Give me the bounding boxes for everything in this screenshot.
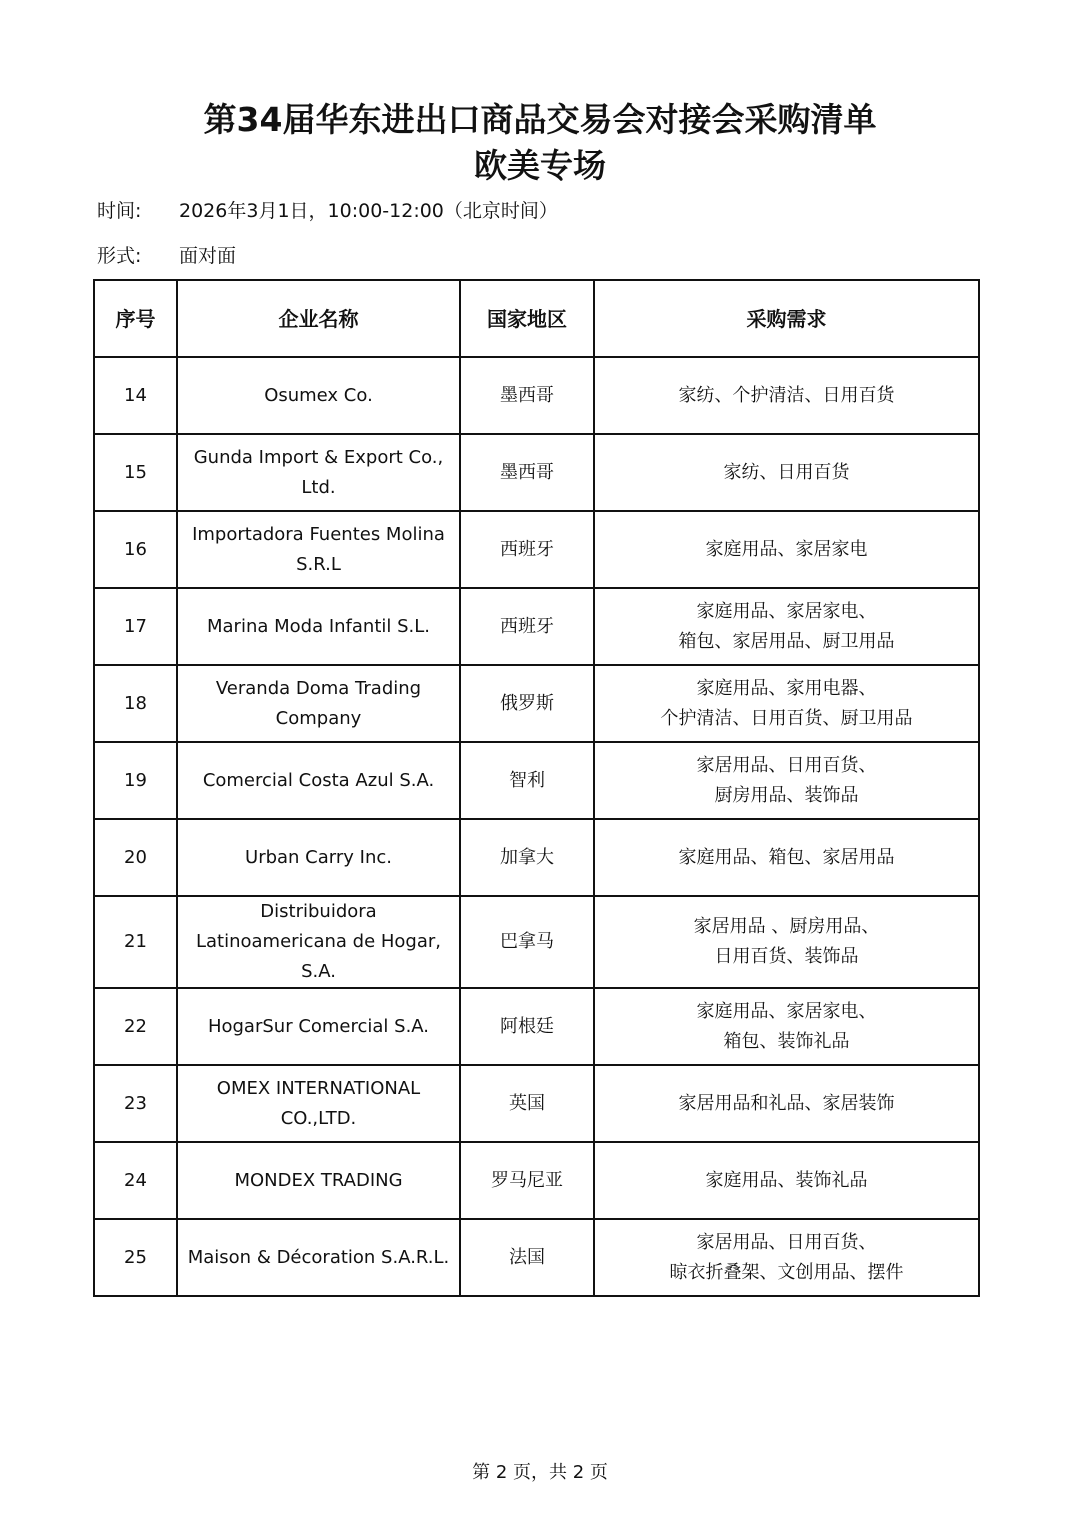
cell-need bbox=[594, 988, 979, 1065]
cell-need bbox=[594, 1142, 979, 1219]
cell-no: 23 bbox=[94, 1065, 177, 1142]
table-row bbox=[94, 511, 979, 588]
page-title: 第34届华东进出口商品交易会对接会采购清单 bbox=[203, 100, 877, 139]
cell-country: 智利 bbox=[460, 742, 594, 819]
table-row bbox=[94, 896, 979, 988]
table-row bbox=[94, 665, 979, 742]
cell-no: 25 bbox=[94, 1219, 177, 1296]
cell-company: Maison & Décoration S.A.R.L. bbox=[177, 1219, 460, 1296]
cell-no: 18 bbox=[94, 665, 177, 742]
need-line-1: 家纺、日用百货 bbox=[723, 461, 850, 483]
need-line-1: 家庭用品、家居家电 bbox=[705, 538, 868, 560]
cell-country: 法国 bbox=[460, 1219, 594, 1296]
cell-country: 西班牙 bbox=[460, 588, 594, 665]
cell-company: OMEX INTERNATIONAL CO.,LTD. bbox=[177, 1065, 460, 1142]
need-line-1: 家纺、个护清洁、日用百货 bbox=[678, 384, 895, 406]
cell-company: Gunda Import & Export Co., Ltd. bbox=[177, 434, 460, 511]
cell-company: MONDEX TRADING bbox=[177, 1142, 460, 1219]
need-line-2: 箱包、家居用品、厨卫用品 bbox=[678, 630, 895, 652]
need-line-2: 厨房用品、装饰品 bbox=[714, 784, 859, 806]
table-row bbox=[94, 819, 979, 896]
table-row bbox=[94, 1219, 979, 1296]
cell-country: 墨西哥 bbox=[460, 434, 594, 511]
procurement-table bbox=[93, 279, 980, 1297]
cell-no: 17 bbox=[94, 588, 177, 665]
cell-no: 16 bbox=[94, 511, 177, 588]
cell-need bbox=[594, 665, 979, 742]
cell-no: 14 bbox=[94, 357, 177, 434]
cell-country: 英国 bbox=[460, 1065, 594, 1142]
time-value: 2026年3月1日，10:00-12:00（北京时间） bbox=[179, 200, 558, 222]
form-label: 形式: bbox=[97, 245, 142, 267]
cell-need bbox=[594, 742, 979, 819]
need-line-1: 家庭用品、家居家电、 bbox=[696, 600, 877, 622]
need-line-1: 家庭用品、箱包、家居用品 bbox=[678, 846, 895, 868]
cell-company: HogarSur Comercial S.A. bbox=[177, 988, 460, 1065]
need-line-1: 家居用品和礼品、家居装饰 bbox=[678, 1092, 895, 1114]
table-row bbox=[94, 1142, 979, 1219]
page-footer: 第 2 页，共 2 页 bbox=[472, 1462, 608, 1483]
need-line-1: 家庭用品、家用电器、 bbox=[696, 677, 877, 699]
table-row bbox=[94, 588, 979, 665]
cell-country: 巴拿马 bbox=[460, 896, 594, 988]
need-line-2: 晾衣折叠架、文创用品、摆件 bbox=[669, 1261, 904, 1283]
table-row bbox=[94, 988, 979, 1065]
page-subtitle: 欧美专场 bbox=[474, 146, 606, 185]
need-line-2: 个护清洁、日用百货、厨卫用品 bbox=[660, 707, 913, 729]
cell-need bbox=[594, 1219, 979, 1296]
cell-need bbox=[594, 511, 979, 588]
cell-country: 罗马尼亚 bbox=[460, 1142, 594, 1219]
header-country: 国家地区 bbox=[460, 280, 594, 357]
need-line-2: 箱包、装饰礼品 bbox=[723, 1030, 850, 1052]
cell-country: 阿根廷 bbox=[460, 988, 594, 1065]
time-row bbox=[97, 197, 558, 225]
cell-company: Distribuidora Latinoamericana de Hogar, S.A. bbox=[177, 896, 460, 988]
need-line-1: 家居用品、日用百货、 bbox=[696, 1231, 877, 1253]
need-line-1: 家居用品 、厨房用品、 bbox=[693, 916, 880, 937]
cell-no: 21 bbox=[94, 896, 177, 988]
table-row bbox=[94, 357, 979, 434]
cell-no: 22 bbox=[94, 988, 177, 1065]
need-line-1: 家庭用品、装饰礼品 bbox=[705, 1169, 868, 1191]
cell-company: Importadora Fuentes Molina S.R.L bbox=[177, 511, 460, 588]
table-row bbox=[94, 434, 979, 511]
cell-no: 15 bbox=[94, 434, 177, 511]
cell-no: 20 bbox=[94, 819, 177, 896]
cell-company: Veranda Doma Trading Company bbox=[177, 665, 460, 742]
header-company: 企业名称 bbox=[177, 280, 460, 357]
cell-country: 加拿大 bbox=[460, 819, 594, 896]
cell-company: Marina Moda Infantil S.L. bbox=[177, 588, 460, 665]
cell-company: Urban Carry Inc. bbox=[177, 819, 460, 896]
cell-need bbox=[594, 819, 979, 896]
table-header-row bbox=[94, 280, 979, 357]
cell-need bbox=[594, 896, 979, 988]
cell-company: Comercial Costa Azul S.A. bbox=[177, 742, 460, 819]
form-value: 面对面 bbox=[179, 245, 237, 267]
table-row bbox=[94, 742, 979, 819]
header-need: 采购需求 bbox=[594, 280, 979, 357]
cell-country: 俄罗斯 bbox=[460, 665, 594, 742]
cell-country: 西班牙 bbox=[460, 511, 594, 588]
cell-no: 24 bbox=[94, 1142, 177, 1219]
time-label: 时间: bbox=[97, 200, 142, 222]
cell-need bbox=[594, 434, 979, 511]
table-row bbox=[94, 1065, 979, 1142]
need-line-1: 家庭用品、家居家电、 bbox=[696, 1000, 877, 1022]
cell-no: 19 bbox=[94, 742, 177, 819]
cell-need bbox=[594, 1065, 979, 1142]
cell-need bbox=[594, 357, 979, 434]
header-no: 序号 bbox=[94, 280, 177, 357]
need-line-2: 日用百货、装饰品 bbox=[714, 946, 859, 967]
cell-need bbox=[594, 588, 979, 665]
need-line-1: 家居用品、日用百货、 bbox=[696, 754, 877, 776]
cell-company: Osumex Co. bbox=[177, 357, 460, 434]
cell-country: 墨西哥 bbox=[460, 357, 594, 434]
form-row bbox=[97, 242, 236, 270]
